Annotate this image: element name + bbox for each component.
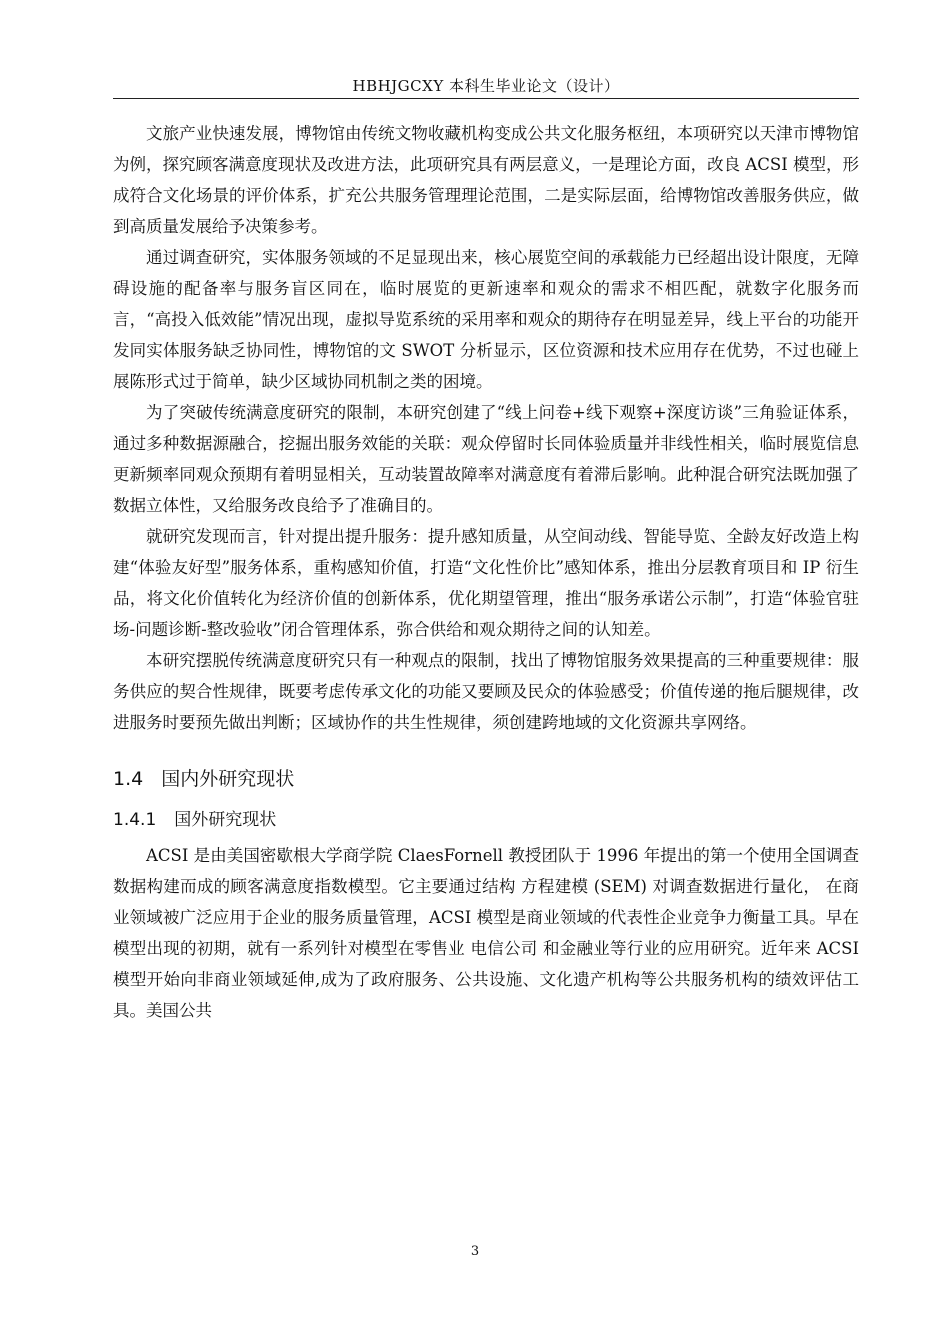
paragraph-significance: 文旅产业快速发展，博物馆由传统文物收藏机构变成公共文化服务枢纽，本项研究以天津市博物馆为例，探究顾客满意度现状及改进方法，此项研究具有两层意义，一是理论方面，改良 ACSI 模型，形成符合文化场景的评价体系，扩充公共服务管理理论范围，二是实际层面，给博物馆改善服务供应，做到高质量发展给予决策参考。 (113, 124, 859, 236)
paragraph-acsi: ACSI 是由美国密歇根大学商学院 ClaesFornell 教授团队于 1996 年提出的第一个使用全国调查数据构建而成的顾客满意度指数模型。它主要通过结构 方程建模 (SEM) 对调查数据进行量化， 在商业领域被广泛应用于企业的服务质量管理，ACSI 模型是商业领域的代表性企业竞争力衡量工具。早在模型出现的初期，就有一系列针对模型在零售业 电信公司 和金融业等行业的应用研究。近年来 ACSI 模型开始向非商业领域延伸,成为了政府服务、公共设施、文化遗产机构等公共服务机构的绩效评估工具。美国公共 (113, 846, 859, 1020)
paragraph-methodology: 为了突破传统满意度研究的限制，本研究创建了“线上问卷+线下观察+深度访谈”三角验证体系，通过多种数据源融合，挖掘出服务效能的关联：观众停留时长同体验质量并非线性相关，临时展览信息更新频率同观众预期有着明显相关，互动装置故障率对满意度有着滞后影响。此种混合研究法既加强了数据立体性，又给服务改良给予了准确目的。 (113, 403, 859, 515)
paragraph-findings: 通过调查研究，实体服务领域的不足显现出来，核心展览空间的承载能力已经超出设计限度，无障碍设施的配备率与服务盲区同在，临时展览的更新速率和观众的需求不相匹配，就数字化服务而言，“高投入低效能”情况出现，虚拟导览系统的采用率和观众的期待存在明显差异，线上平台的功能开发同实体服务缺乏协同性，博物馆的文 SWOT 分析显示，区位资源和技术应用存在优势，不过也碰上展陈形式过于简单，缺少区域协同机制之类的困境。 (113, 248, 859, 391)
paragraph-recommendations: 就研究发现而言，针对提出提升服务：提升感知质量，从空间动线、智能导览、全龄友好改造上构建“体验友好型”服务体系，重构感知价值，打造“文化性价比”感知体系，推出分层教育项目和 IP 衍生品，将文化价值转化为经济价值的创新体系，优化期望管理，推出“服务承诺公示制”，打造“体验官驻场-问题诊断-整改验收”闭合管理体系，弥合供给和观众期待之间的认知差。 (113, 527, 859, 639)
page-number: 3 (470, 1244, 480, 1259)
section-title: 国内外研究现状 (161, 768, 295, 790)
subsection-title: 国外研究现状 (174, 810, 277, 830)
section-number: 1.4 (113, 768, 144, 790)
subsection-number: 1.4.1 (113, 810, 157, 830)
header-divider (113, 98, 859, 99)
page-body (113, 118, 859, 1026)
paragraph-conclusions: 本研究摆脱传统满意度研究只有一种观点的限制，找出了博物馆服务效果提高的三种重要规律：服务供应的契合性规律，既要考虑传承文化的功能又要顾及民众的体验感受；价值传递的拖后腿规律，改进服务时要预先做出判断；区域协作的共生性规律，须创建跨地域的文化资源共享网络。 (113, 651, 859, 732)
subsection-heading (113, 804, 859, 836)
running-header: HBHJGCXY 本科生毕业论文（设计） (352, 77, 620, 95)
section-heading (113, 762, 859, 796)
